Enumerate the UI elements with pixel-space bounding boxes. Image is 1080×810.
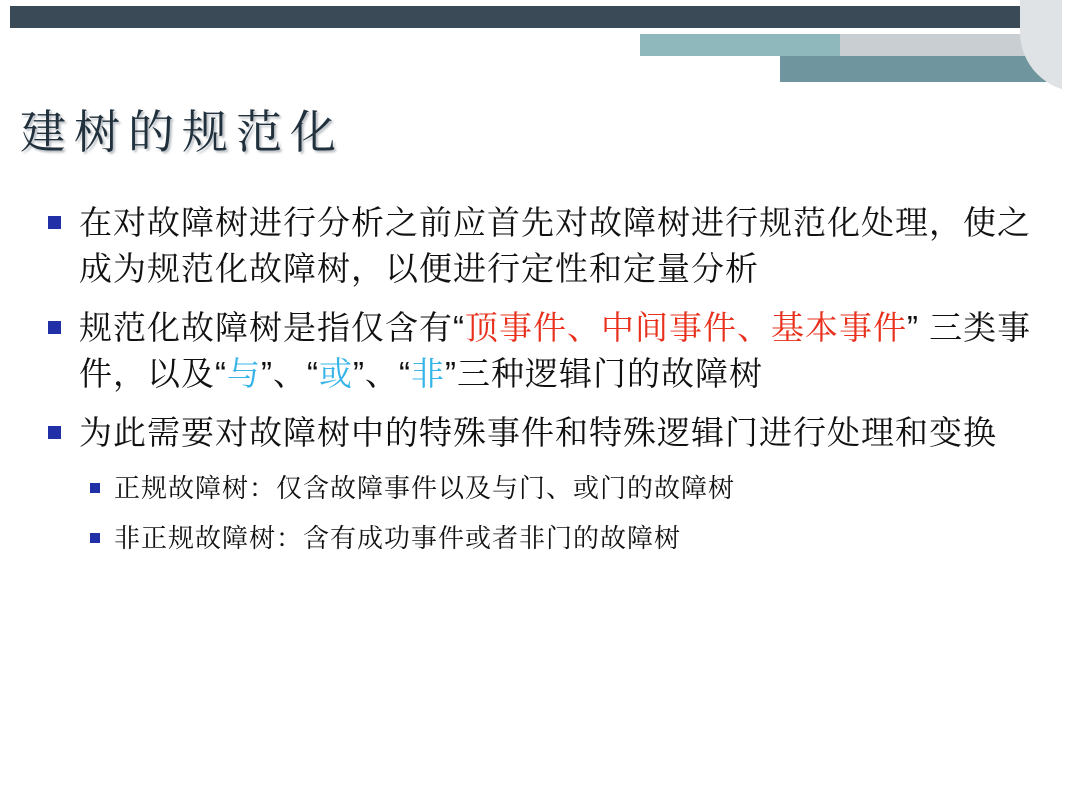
segment-highlight-blue: 与 <box>227 354 261 392</box>
segment-plain: 规范化故障树是指仅含有“ <box>79 309 465 347</box>
bullet-text: 为此需要对故障树中的特殊事件和特殊逻辑门进行处理和变换 <box>79 414 997 452</box>
segment-plain: ”、“ <box>261 354 319 392</box>
slide-body <box>48 200 1038 570</box>
bullet-marker-icon <box>48 216 61 229</box>
list-item <box>48 200 1038 291</box>
segment-highlight-blue: 非 <box>410 354 445 392</box>
bullet-marker-icon <box>90 533 100 543</box>
sub-list <box>90 470 1038 557</box>
banner-teal-band-light <box>640 34 840 56</box>
segment-highlight-red: 顶事件、中间事件、基本事件 <box>465 309 907 347</box>
sub-bullet-text: 正规故障树：仅含故障事件以及与门、或门的故障树 <box>114 472 736 503</box>
banner-left-margin <box>0 0 10 92</box>
bullet-marker-icon <box>48 426 61 439</box>
segment-highlight-blue: 或 <box>318 354 353 392</box>
segment-plain: ” 三类事件，以及“ <box>79 309 1032 392</box>
banner-top-white-strip <box>0 0 1080 6</box>
segment-plain: ”、“ <box>352 354 411 392</box>
list-item <box>90 520 1038 556</box>
decorative-banner <box>0 0 1080 92</box>
segment-plain: ”三种逻辑门的故障树 <box>444 354 763 392</box>
page-title: 建树的规范化 <box>20 106 344 158</box>
bullet-text-rich <box>79 305 1038 396</box>
sub-bullet-text: 非正规故障树：含有成功事件或者非门的故障树 <box>114 523 682 554</box>
list-item <box>48 305 1038 396</box>
bullet-marker-icon <box>48 321 61 334</box>
bullet-text: 在对故障树进行分析之前应首先对故障树进行规范化处理，使之成为规范化故障树，以便进行定性和定量分析 <box>79 204 1031 287</box>
bullet-marker-icon <box>90 483 100 493</box>
list-item <box>90 470 1038 506</box>
banner-corner-inner <box>1062 0 1080 92</box>
list-item <box>48 410 1038 456</box>
